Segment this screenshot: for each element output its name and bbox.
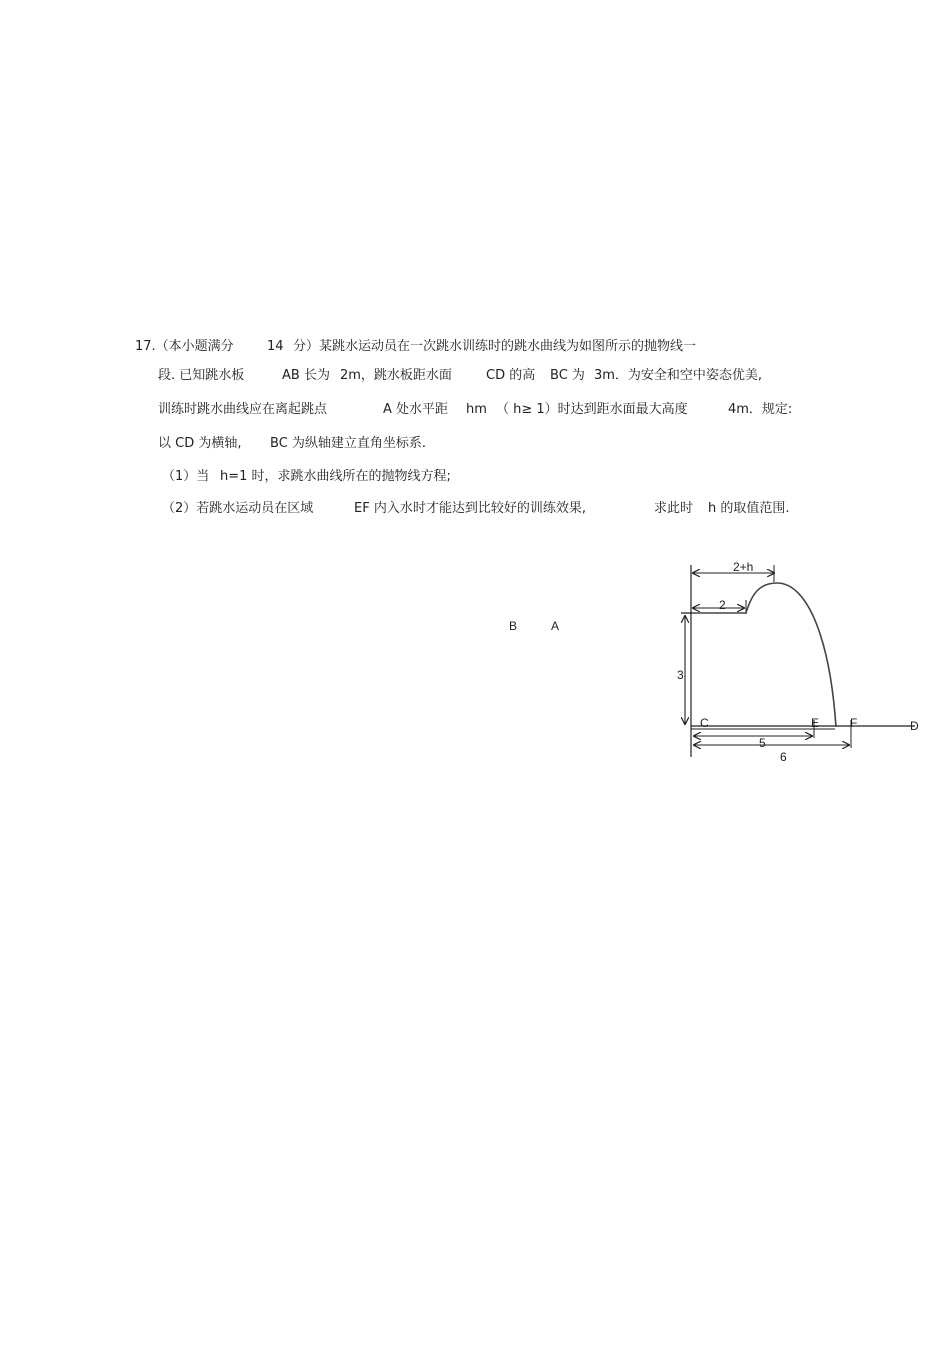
text-segment: 段. 已知跳水板	[158, 368, 245, 383]
text-segment: CD 的高	[486, 368, 536, 383]
text-segment: （ h≥ 1）时达到距水面最大高度	[496, 402, 688, 417]
problem-number: 17.（本小题满分	[135, 339, 234, 354]
score: 14	[267, 339, 284, 354]
text-segment: 训练时跳水曲线应在离起跳点	[158, 402, 328, 417]
text-segment: 4m．规定:	[728, 402, 793, 417]
text-segment: 3m．为安全和空中姿态优美,	[594, 368, 763, 383]
question-text: h=1 时，求跳水曲线所在的抛物线方程;	[220, 469, 451, 484]
dim-6-label: 6	[780, 750, 787, 764]
label-c: C	[700, 716, 709, 730]
dim-5-label: 5	[759, 736, 766, 750]
question-text: h 的取值范围.	[708, 501, 790, 516]
dim-3-label: 3	[677, 668, 684, 682]
dim-2-label: 2	[719, 598, 726, 612]
question-number: （1）当	[162, 469, 210, 484]
question-text: 求此时	[654, 501, 694, 516]
text-segment: BC 为	[550, 368, 585, 383]
trajectory-curve	[746, 583, 836, 727]
question-text: EF 内入水时才能达到比较好的训练效果,	[354, 501, 586, 516]
text-segment: A 处水平距	[383, 402, 449, 417]
text-segment: hm	[466, 402, 487, 417]
label-e: E	[811, 716, 820, 730]
dim-2h-label: 2+h	[733, 560, 754, 574]
question-number: （2）若跳水运动员在区域	[162, 501, 314, 516]
text-segment: BC 为纵轴建立直角坐标系.	[270, 436, 427, 451]
label-f: F	[850, 716, 858, 730]
problem-intro: 分）某跳水运动员在一次跳水训练时的跳水曲线为如图所示的抛物线一	[293, 339, 697, 354]
label-a-loose: A	[551, 619, 560, 633]
label-b-loose: B	[509, 619, 518, 633]
text-segment: 以 CD 为横轴,	[158, 436, 242, 451]
label-d: D	[910, 719, 919, 733]
text-segment: AB 长为	[282, 368, 330, 383]
text-segment: 2m，跳水板距水面	[340, 368, 452, 383]
